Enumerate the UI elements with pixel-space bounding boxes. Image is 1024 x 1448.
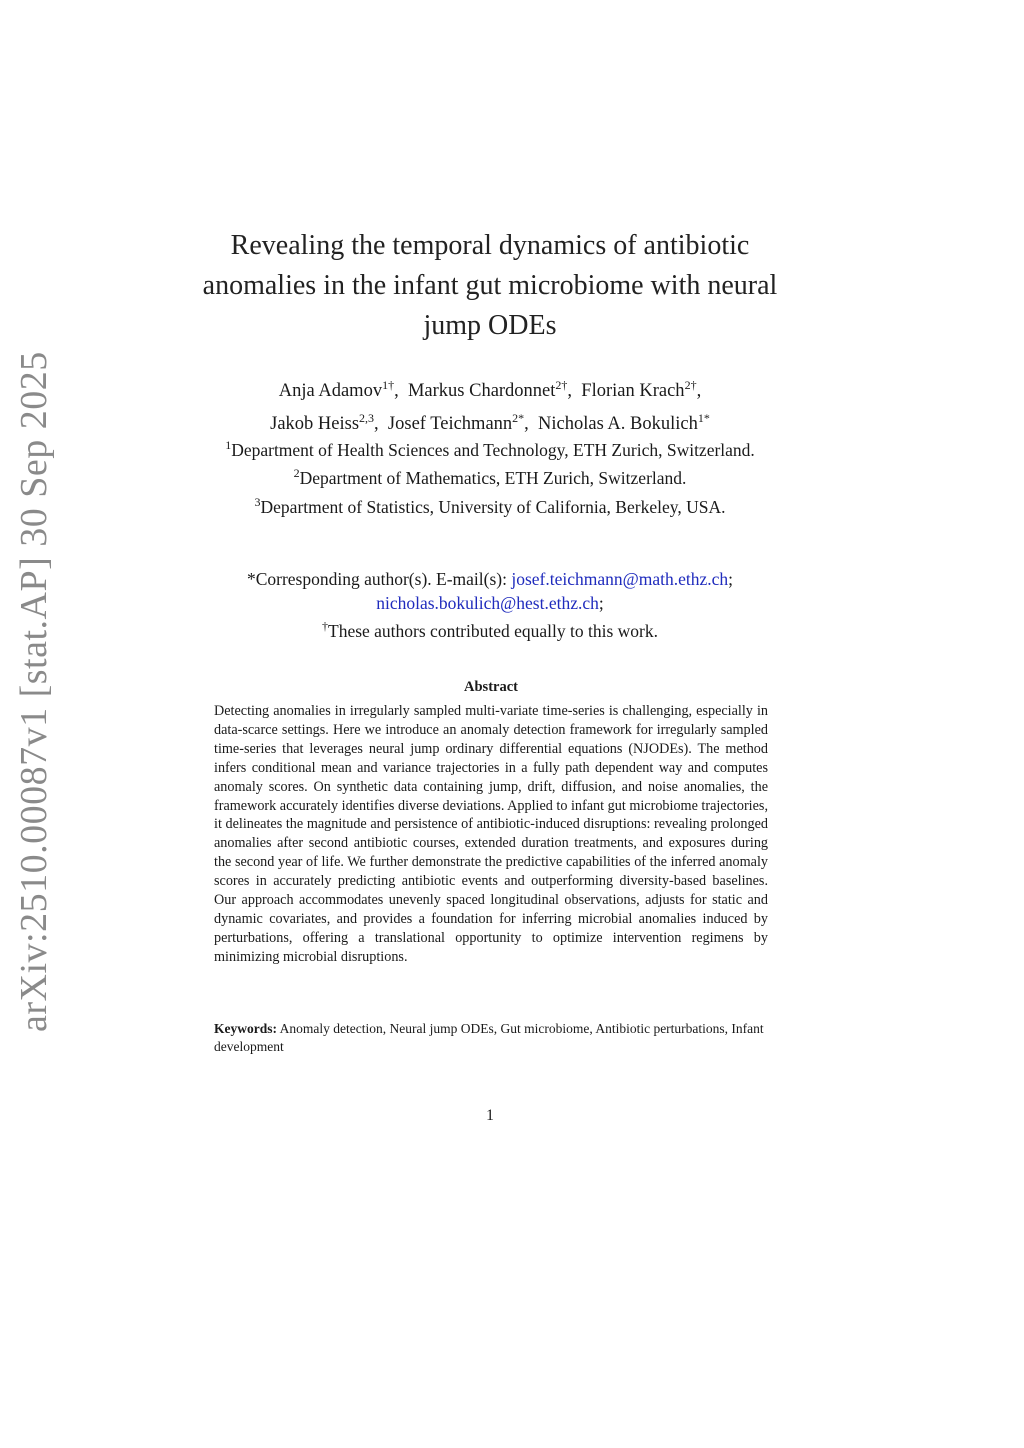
author	[538, 411, 710, 435]
author	[407, 378, 568, 402]
author	[270, 411, 375, 435]
author	[581, 378, 697, 402]
email-link-bokulich[interactable]: nicholas.bokulich@hest.ethz.ch	[376, 592, 599, 613]
keywords-text: Anomaly detection, Neural jump ODEs, Gut microbiome, Antibiotic perturbations, Infant development	[214, 1021, 764, 1054]
abstract-heading: Abstract	[464, 679, 518, 695]
author-marks: 1†	[382, 378, 395, 392]
correspondence-block	[190, 568, 790, 643]
equal-contribution-text: These authors contributed equally to this work.	[328, 620, 658, 641]
keywords-label: Keywords:	[214, 1021, 277, 1036]
author	[387, 411, 525, 435]
affiliation	[190, 491, 790, 519]
keywords	[214, 1020, 768, 1056]
affiliation-number: 3	[254, 494, 261, 509]
author-name: Markus Chardonnet	[407, 381, 556, 402]
affiliation-number: 1	[225, 438, 232, 452]
email-separator: ;	[728, 569, 734, 589]
author-name: Florian Krach	[581, 381, 685, 402]
author	[278, 378, 395, 402]
author-marks: 1*	[697, 411, 710, 426]
author-name: Anja Adamov	[278, 381, 383, 402]
abstract-body: Detecting anomalies in irregularly sampled multi-variate time-series is challenging, especially in data-scarce settings. Here we introduce an anomaly detection framework for irregularly sampled time-series that leverages neural jump ordinary differential equations (NJODEs). The method infers conditional mean and variance trajectories in a fully path dependent way and computes anomaly scores. On synthetic data containing jump, drift, diffusion, and noise anomalies, the framework accurately identifies diverse deviations. Applied to infant gut microbiome trajectories, it delineates the magnitude and persistence of antibiotic-induced disruptions: revealing prolonged anomalies after second antibiotic courses, extended duration treatments, and exposures during the second year of life. We further demonstrate the predictive capabilities of the inferred anomaly scores in accurately predicting antibiotic events and outperforming diversity-based baselines. Our approach accommodates unevenly spaced longitudinal observations, adjusts for static and dynamic covariates, and provides a foundation for inferring microbial anomalies induced by perturbations, offering a translational opportunity to optimize intervention regimens by minimizing microbial disruptions.	[214, 703, 768, 965]
paper-title: Revealing the temporal dynamics of antibiotic anomalies in the infant gut microbiome with neural jump ODEs	[202, 230, 778, 341]
affiliation	[190, 462, 790, 490]
author-name: Josef Teichmann	[387, 414, 513, 435]
arxiv-identifier-stamp: arXiv:2510.00087v1 [stat.AP] 30 Sep 2025	[13, 351, 55, 1032]
email-link-teichmann[interactable]: josef.teichmann@math.ethz.ch	[511, 569, 729, 589]
affiliation-text: Department of Health Sciences and Technology, ETH Zurich, Switzerland.	[231, 439, 755, 460]
author-name: Jakob Heiss	[270, 414, 360, 435]
author-marks: 2†	[684, 378, 697, 392]
author-marks: 2,3	[359, 411, 375, 426]
affiliation-text: Department of Statistics, University of California, Berkeley, USA.	[260, 496, 726, 517]
author-marks: 2†	[555, 378, 568, 392]
affiliation-list	[190, 434, 790, 519]
affiliation-number: 2	[293, 466, 300, 481]
dagger-mark: †	[322, 619, 328, 633]
affiliation	[190, 434, 790, 462]
correspondence-line	[190, 592, 790, 616]
page-number: 1	[486, 1107, 494, 1124]
email-separator: ;	[598, 592, 604, 613]
correspondence-label: *Corresponding author(s). E-mail(s):	[246, 569, 512, 589]
author-marks: 2*	[512, 411, 525, 426]
author-list: Anja Adamov$^{1\dagger}$, Markus Chardonnet$^{2\dagger}$, Florian Krach$^{2\dagger}$, Jakob Heiss$^{2,3}$, Josef Teichmann$^{2*}$, Nicholas A. Bokulich$^{1*}$	[270, 378, 710, 435]
correspondence-line	[190, 568, 790, 592]
author-name: Nicholas A. Bokulich	[538, 414, 698, 435]
affiliation-text: Department of Mathematics, ETH Zurich, Switzerland.	[299, 468, 687, 489]
equal-contribution-note	[190, 615, 790, 643]
